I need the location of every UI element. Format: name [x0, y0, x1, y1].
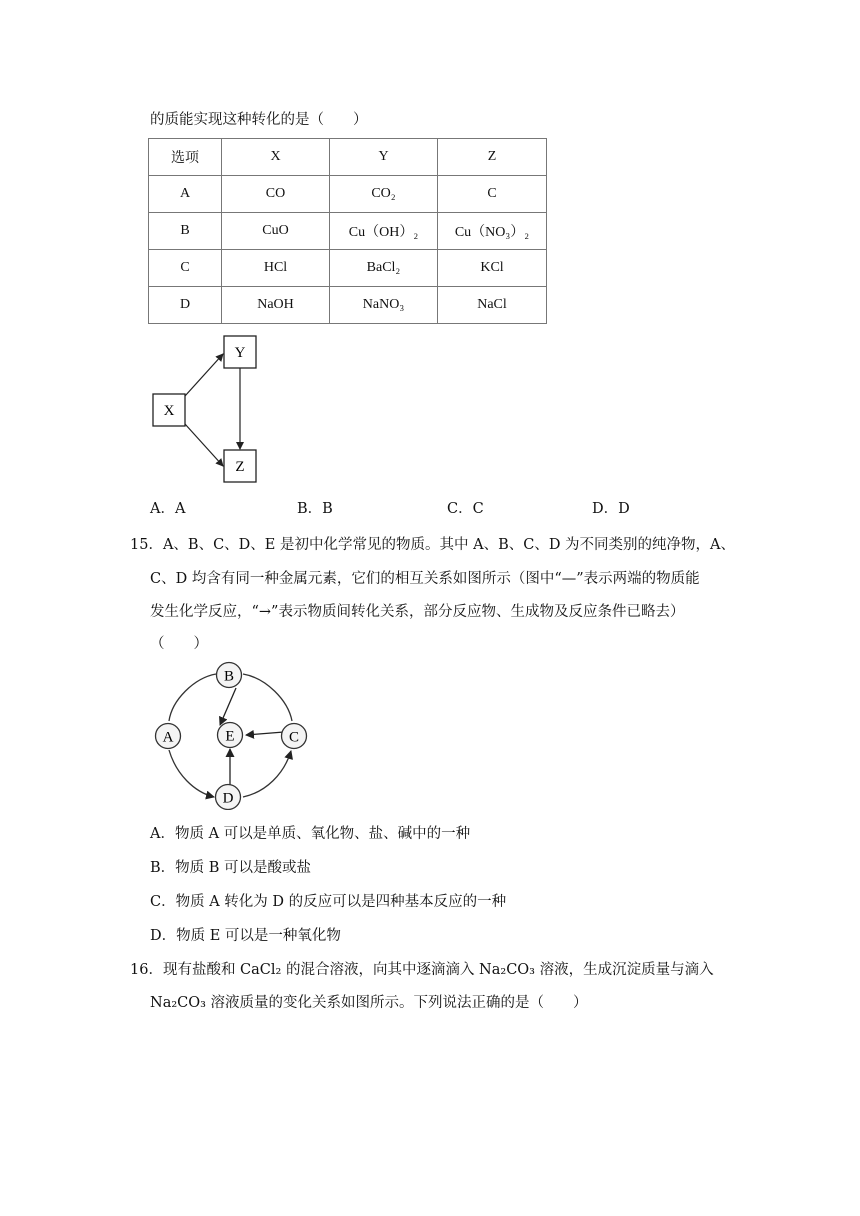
table-cell: NaCl	[438, 287, 547, 324]
q15-option-c: C．物质 A 转化为 D 的反应可以是四种基本反应的一种	[150, 894, 507, 910]
node-c-label: C	[288, 729, 300, 746]
table-cell: Cu（OH）₂	[330, 213, 438, 250]
q14-stem-tail: 的质能实现这种转化的是（ ）	[150, 112, 368, 128]
q15-stem-line-4: （ ）	[150, 636, 208, 652]
q14-xyz-diagram	[145, 330, 275, 490]
arrow-d-to-c	[243, 751, 291, 797]
q15-option-d: D．物质 E 可以是一种氧化物	[150, 928, 341, 944]
node-e-label: E	[225, 728, 235, 745]
table-cell: KCl	[438, 250, 547, 287]
node-d	[216, 785, 241, 810]
table-cell: Cu（NO₃）₂	[438, 213, 547, 250]
table-cell: C	[438, 176, 547, 213]
arrow-b-to-e	[220, 688, 236, 725]
node-b-label: B	[223, 668, 235, 685]
table-row	[149, 176, 547, 213]
arrow-x-to-y	[185, 354, 223, 396]
table-cell: HCl	[222, 250, 330, 287]
line-a-b	[169, 674, 216, 721]
table-row	[149, 287, 547, 324]
q15-stem-line-3: 发生化学反应，“→”表示物质间转化关系，部分反应物、生成物及反应条件已略去）	[150, 604, 685, 620]
node-a-label: A	[162, 729, 174, 746]
q14-option-b: B．B	[297, 501, 333, 517]
arrow-c-to-e	[246, 732, 284, 735]
table-cell: CO	[222, 176, 330, 213]
table-cell: C	[149, 250, 222, 287]
q16-stem-line-1: 16．现有盐酸和 CaCl₂ 的混合溶液，向其中逐滴滴入 Na₂CO₃ 溶液，生成沉淀质量与滴入	[130, 962, 714, 978]
table-cell: CuO	[222, 213, 330, 250]
q14-option-c: C．C	[447, 501, 484, 517]
table-row	[149, 213, 547, 250]
node-x-label: X	[163, 403, 175, 419]
q14-option-d: D．D	[592, 501, 630, 517]
q16-stem-line-2: Na₂CO₃ 溶液质量的变化关系如图所示。下列说法正确的是（ ）	[150, 995, 588, 1011]
q15-abcde-diagram	[150, 658, 315, 810]
table-cell: NaOH	[222, 287, 330, 324]
node-c	[282, 724, 307, 749]
q15-stem-line-2: C、D 均含有同一种金属元素，它们的相互关系如图所示（图中“—”表示两端的物质能	[150, 571, 700, 587]
table-cell: D	[149, 287, 222, 324]
node-y-label: Y	[234, 345, 246, 361]
table-cell: B	[149, 213, 222, 250]
arrow-x-to-z	[185, 424, 223, 466]
table-header-cell: X	[222, 139, 330, 176]
q14-options-table	[148, 138, 547, 324]
line-b-c	[243, 674, 292, 721]
node-d-label: D	[222, 790, 234, 807]
table-header-row	[149, 139, 547, 176]
table-header-cell: 选项	[149, 139, 222, 176]
table-row	[149, 250, 547, 287]
arrow-a-to-d	[169, 750, 214, 797]
node-e	[218, 723, 243, 748]
table-header-cell: Z	[438, 139, 547, 176]
table-cell: A	[149, 176, 222, 213]
q14-option-a: A．A	[150, 501, 186, 517]
q15-option-a: A．物质 A 可以是单质、氧化物、盐、碱中的一种	[150, 826, 471, 842]
q15-option-b: B．物质 B 可以是酸或盐	[150, 860, 312, 876]
node-a	[156, 724, 181, 749]
q15-stem-line-1: 15．A、B、C、D、E 是初中化学常见的物质。其中 A、B、C、D 为不同类别的纯净物，A、	[130, 537, 736, 553]
table-cell: NaNO₃	[330, 287, 438, 324]
table-cell: BaCl₂	[330, 250, 438, 287]
node-z-label: Z	[235, 459, 245, 475]
table-header-cell: Y	[330, 139, 438, 176]
table-cell: CO₂	[330, 176, 438, 213]
node-b	[217, 663, 242, 688]
